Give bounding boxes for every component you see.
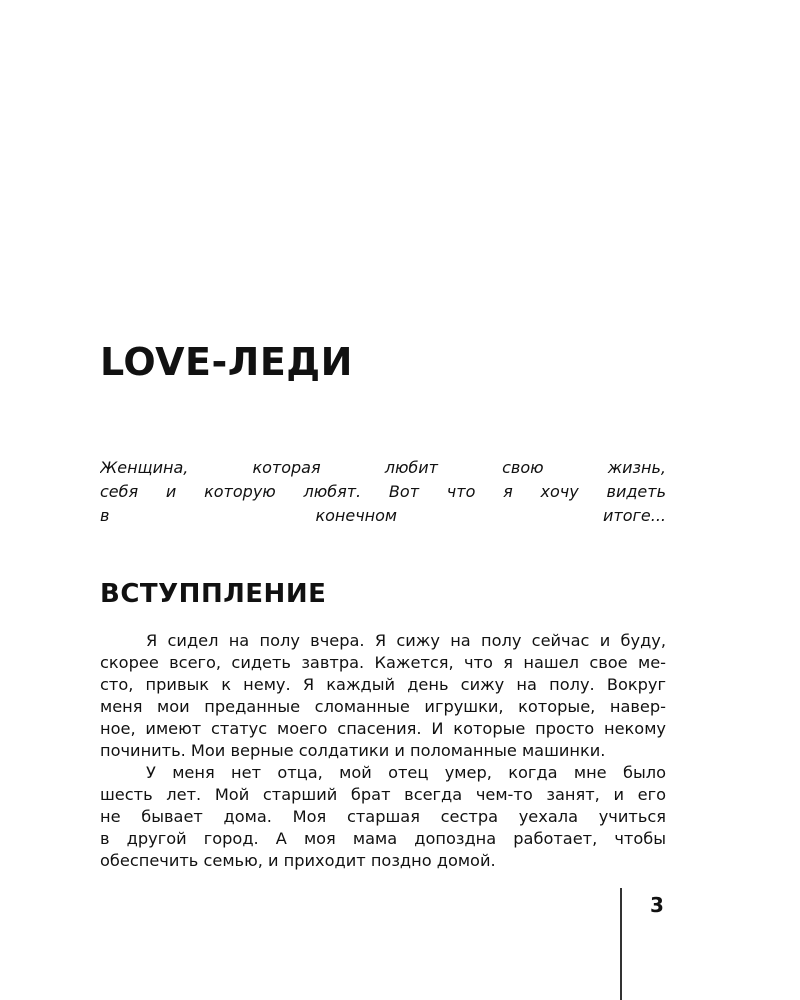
paragraph-1	[100, 630, 666, 762]
text-line: шесть лет. Мой старший брат всегда чем-то занят, и его	[100, 785, 666, 804]
page-number-rule	[620, 888, 622, 1000]
chapter-title: LOVE-ЛЕДИ	[100, 340, 353, 384]
text-line: не бывает дома. Моя старшая сестра уехала учиться	[100, 807, 666, 826]
text-line: в другой город. А моя мама допоздна работает, чтобы	[100, 829, 666, 848]
text-line: меня мои преданные сломанные игрушки, которые, навер-	[100, 697, 666, 716]
text-line: У меня нет отца, мой отец умер, когда мне было	[146, 763, 666, 782]
text-line: починить. Мои верные солдатики и поломанные машинки.	[100, 741, 606, 760]
text-line: сто, привык к нему. Я каждый день сижу на полу. Вокруг	[100, 675, 666, 694]
epigraph-line: в конечном итоге...	[100, 506, 666, 525]
paragraph-2	[100, 762, 666, 872]
body-text	[100, 630, 666, 872]
section-title: ВСТУППЛЕНИЕ	[100, 579, 327, 609]
text-line: скорее всего, сидеть завтра. Кажется, что я нашел свое ме-	[100, 653, 666, 672]
epigraph	[100, 456, 666, 528]
text-line: ное, имеют статус моего спасения. И которые просто некому	[100, 719, 666, 738]
page-number: 3	[650, 893, 664, 917]
text-line: Я сидел на полу вчера. Я сижу на полу сейчас и буду,	[146, 631, 666, 650]
text-line: обеспечить семью, и приходит поздно домой.	[100, 851, 496, 870]
epigraph-line: Женщина, которая любит свою жизнь,	[100, 458, 666, 477]
epigraph-line: себя и которую любят. Вот что я хочу видеть	[100, 482, 666, 501]
